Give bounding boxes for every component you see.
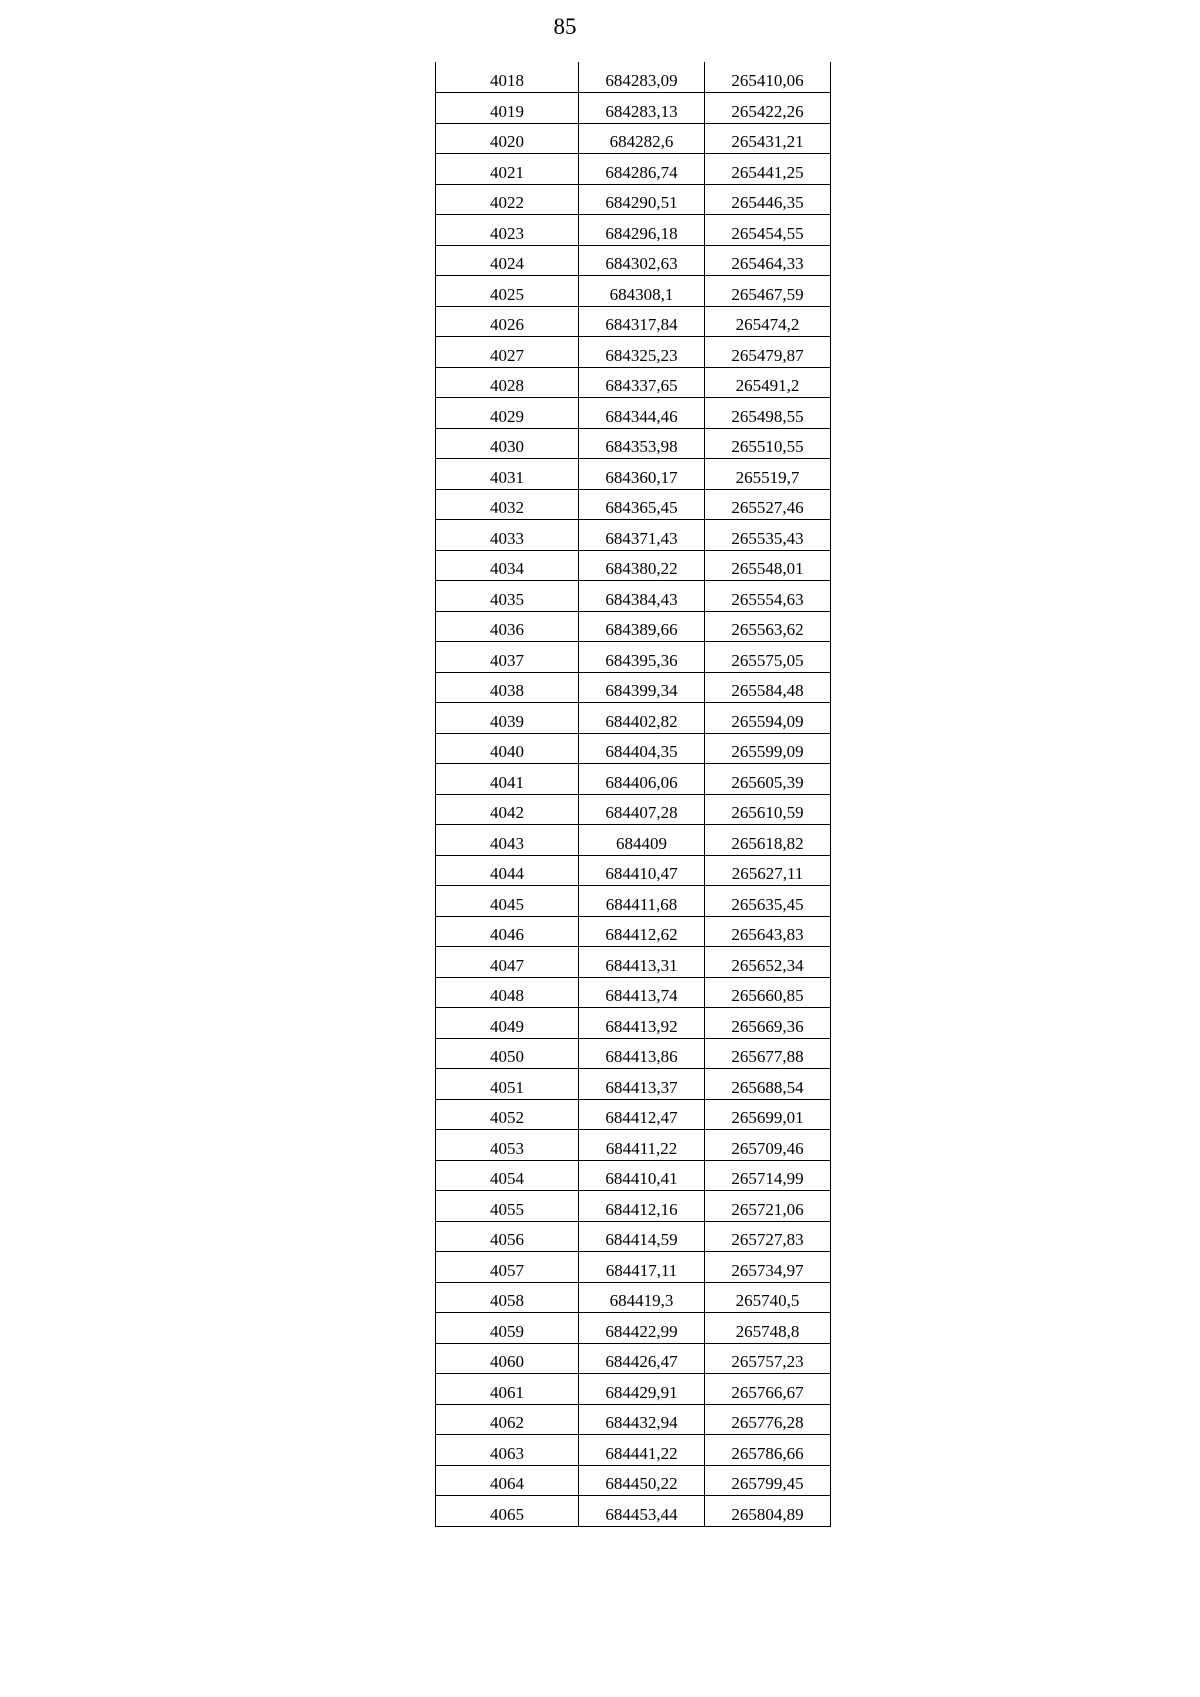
y-coordinate-cell: 265431,21 <box>705 123 831 154</box>
x-coordinate-cell: 684441,22 <box>579 1435 705 1466</box>
table-row <box>436 642 831 673</box>
y-coordinate-cell: 265660,85 <box>705 977 831 1008</box>
point-number-cell: 4024 <box>436 245 579 276</box>
y-coordinate-cell: 265479,87 <box>705 337 831 368</box>
table-row <box>436 550 831 581</box>
x-coordinate-cell: 684286,74 <box>579 154 705 185</box>
table-row <box>436 977 831 1008</box>
y-coordinate-cell: 265635,45 <box>705 886 831 917</box>
y-coordinate-cell: 265498,55 <box>705 398 831 429</box>
table-row <box>436 1465 831 1496</box>
point-number-cell: 4038 <box>436 672 579 703</box>
table-row <box>436 1282 831 1313</box>
point-number-cell: 4036 <box>436 611 579 642</box>
point-number-cell: 4027 <box>436 337 579 368</box>
x-coordinate-cell: 684283,13 <box>579 93 705 124</box>
y-coordinate-cell: 265510,55 <box>705 428 831 459</box>
point-number-cell: 4060 <box>436 1343 579 1374</box>
x-coordinate-cell: 684282,6 <box>579 123 705 154</box>
y-coordinate-cell: 265441,25 <box>705 154 831 185</box>
table-row <box>436 733 831 764</box>
x-coordinate-cell: 684426,47 <box>579 1343 705 1374</box>
table-row <box>436 459 831 490</box>
y-coordinate-cell: 265652,34 <box>705 947 831 978</box>
table-row <box>436 672 831 703</box>
point-number-cell: 4022 <box>436 184 579 215</box>
x-coordinate-cell: 684360,17 <box>579 459 705 490</box>
point-number-cell: 4041 <box>436 764 579 795</box>
table-row <box>436 154 831 185</box>
y-coordinate-cell: 265535,43 <box>705 520 831 551</box>
point-number-cell: 4056 <box>436 1221 579 1252</box>
y-coordinate-cell: 265699,01 <box>705 1099 831 1130</box>
table-row <box>436 1404 831 1435</box>
x-coordinate-cell: 684399,34 <box>579 672 705 703</box>
x-coordinate-cell: 684406,06 <box>579 764 705 795</box>
y-coordinate-cell: 265454,55 <box>705 215 831 246</box>
x-coordinate-cell: 684412,16 <box>579 1191 705 1222</box>
x-coordinate-cell: 684411,22 <box>579 1130 705 1161</box>
y-coordinate-cell: 265799,45 <box>705 1465 831 1496</box>
table-row <box>436 855 831 886</box>
point-number-cell: 4050 <box>436 1038 579 1069</box>
point-number-cell: 4040 <box>436 733 579 764</box>
point-number-cell: 4037 <box>436 642 579 673</box>
x-coordinate-cell: 684414,59 <box>579 1221 705 1252</box>
point-number-cell: 4029 <box>436 398 579 429</box>
x-coordinate-cell: 684380,22 <box>579 550 705 581</box>
x-coordinate-cell: 684429,91 <box>579 1374 705 1405</box>
table-row <box>436 1435 831 1466</box>
table-row <box>436 123 831 154</box>
table-row <box>436 1221 831 1252</box>
point-number-cell: 4018 <box>436 62 579 93</box>
point-number-cell: 4028 <box>436 367 579 398</box>
y-coordinate-cell: 265776,28 <box>705 1404 831 1435</box>
table-row <box>436 611 831 642</box>
point-number-cell: 4019 <box>436 93 579 124</box>
y-coordinate-cell: 265786,66 <box>705 1435 831 1466</box>
table-row <box>436 1130 831 1161</box>
y-coordinate-cell: 265714,99 <box>705 1160 831 1191</box>
x-coordinate-cell: 684389,66 <box>579 611 705 642</box>
x-coordinate-cell: 684371,43 <box>579 520 705 551</box>
page-number: 85 <box>553 14 577 39</box>
table-row <box>436 398 831 429</box>
point-number-cell: 4020 <box>436 123 579 154</box>
y-coordinate-cell: 265709,46 <box>705 1130 831 1161</box>
x-coordinate-cell: 684290,51 <box>579 184 705 215</box>
point-number-cell: 4042 <box>436 794 579 825</box>
y-coordinate-cell: 265610,59 <box>705 794 831 825</box>
x-coordinate-cell: 684412,47 <box>579 1099 705 1130</box>
point-number-cell: 4033 <box>436 520 579 551</box>
x-coordinate-cell: 684365,45 <box>579 489 705 520</box>
point-number-cell: 4057 <box>436 1252 579 1283</box>
x-coordinate-cell: 684325,23 <box>579 337 705 368</box>
table-row <box>436 93 831 124</box>
point-number-cell: 4053 <box>436 1130 579 1161</box>
x-coordinate-cell: 684384,43 <box>579 581 705 612</box>
y-coordinate-cell: 265446,35 <box>705 184 831 215</box>
x-coordinate-cell: 684308,1 <box>579 276 705 307</box>
x-coordinate-cell: 684353,98 <box>579 428 705 459</box>
table-row <box>436 581 831 612</box>
x-coordinate-cell: 684337,65 <box>579 367 705 398</box>
x-coordinate-cell: 684402,82 <box>579 703 705 734</box>
table-row <box>436 1343 831 1374</box>
x-coordinate-cell: 684317,84 <box>579 306 705 337</box>
point-number-cell: 4045 <box>436 886 579 917</box>
x-coordinate-cell: 684413,92 <box>579 1008 705 1039</box>
point-number-cell: 4043 <box>436 825 579 856</box>
table-row <box>436 1313 831 1344</box>
x-coordinate-cell: 684413,74 <box>579 977 705 1008</box>
point-number-cell: 4047 <box>436 947 579 978</box>
point-number-cell: 4048 <box>436 977 579 1008</box>
table-row <box>436 1496 831 1527</box>
coordinates-table <box>435 62 831 1527</box>
y-coordinate-cell: 265519,7 <box>705 459 831 490</box>
table-row <box>436 703 831 734</box>
table-row <box>436 1099 831 1130</box>
y-coordinate-cell: 265548,01 <box>705 550 831 581</box>
point-number-cell: 4049 <box>436 1008 579 1039</box>
y-coordinate-cell: 265554,63 <box>705 581 831 612</box>
point-number-cell: 4058 <box>436 1282 579 1313</box>
x-coordinate-cell: 684422,99 <box>579 1313 705 1344</box>
x-coordinate-cell: 684413,31 <box>579 947 705 978</box>
table-row <box>436 215 831 246</box>
y-coordinate-cell: 265474,2 <box>705 306 831 337</box>
y-coordinate-cell: 265594,09 <box>705 703 831 734</box>
x-coordinate-cell: 684344,46 <box>579 398 705 429</box>
x-coordinate-cell: 684404,35 <box>579 733 705 764</box>
table-row <box>436 947 831 978</box>
x-coordinate-cell: 684413,86 <box>579 1038 705 1069</box>
table-row <box>436 184 831 215</box>
x-coordinate-cell: 684450,22 <box>579 1465 705 1496</box>
point-number-cell: 4030 <box>436 428 579 459</box>
point-number-cell: 4063 <box>436 1435 579 1466</box>
table-row <box>436 886 831 917</box>
y-coordinate-cell: 265527,46 <box>705 489 831 520</box>
y-coordinate-cell: 265563,62 <box>705 611 831 642</box>
point-number-cell: 4054 <box>436 1160 579 1191</box>
coordinates-table-body <box>436 62 831 1526</box>
y-coordinate-cell: 265584,48 <box>705 672 831 703</box>
table-row <box>436 337 831 368</box>
x-coordinate-cell: 684302,63 <box>579 245 705 276</box>
table-row <box>436 62 831 93</box>
y-coordinate-cell: 265467,59 <box>705 276 831 307</box>
table-row <box>436 489 831 520</box>
y-coordinate-cell: 265740,5 <box>705 1282 831 1313</box>
y-coordinate-cell: 265410,06 <box>705 62 831 93</box>
point-number-cell: 4035 <box>436 581 579 612</box>
table-row <box>436 1008 831 1039</box>
x-coordinate-cell: 684417,11 <box>579 1252 705 1283</box>
y-coordinate-cell: 265727,83 <box>705 1221 831 1252</box>
table-row <box>436 276 831 307</box>
y-coordinate-cell: 265748,8 <box>705 1313 831 1344</box>
y-coordinate-cell: 265618,82 <box>705 825 831 856</box>
table-row <box>436 1160 831 1191</box>
table-row <box>436 1069 831 1100</box>
x-coordinate-cell: 684410,47 <box>579 855 705 886</box>
x-coordinate-cell: 684395,36 <box>579 642 705 673</box>
y-coordinate-cell: 265669,36 <box>705 1008 831 1039</box>
point-number-cell: 4046 <box>436 916 579 947</box>
x-coordinate-cell: 684411,68 <box>579 886 705 917</box>
x-coordinate-cell: 684409 <box>579 825 705 856</box>
y-coordinate-cell: 265491,2 <box>705 367 831 398</box>
x-coordinate-cell: 684419,3 <box>579 1282 705 1313</box>
y-coordinate-cell: 265464,33 <box>705 245 831 276</box>
y-coordinate-cell: 265766,67 <box>705 1374 831 1405</box>
y-coordinate-cell: 265677,88 <box>705 1038 831 1069</box>
table-row <box>436 520 831 551</box>
table-row <box>436 1038 831 1069</box>
y-coordinate-cell: 265734,97 <box>705 1252 831 1283</box>
x-coordinate-cell: 684283,09 <box>579 62 705 93</box>
x-coordinate-cell: 684413,37 <box>579 1069 705 1100</box>
x-coordinate-cell: 684410,41 <box>579 1160 705 1191</box>
point-number-cell: 4021 <box>436 154 579 185</box>
table-row <box>436 825 831 856</box>
point-number-cell: 4064 <box>436 1465 579 1496</box>
table-row <box>436 1252 831 1283</box>
y-coordinate-cell: 265804,89 <box>705 1496 831 1527</box>
point-number-cell: 4065 <box>436 1496 579 1527</box>
table-row <box>436 1191 831 1222</box>
point-number-cell: 4052 <box>436 1099 579 1130</box>
point-number-cell: 4026 <box>436 306 579 337</box>
point-number-cell: 4025 <box>436 276 579 307</box>
y-coordinate-cell: 265757,23 <box>705 1343 831 1374</box>
table-row <box>436 245 831 276</box>
point-number-cell: 4032 <box>436 489 579 520</box>
point-number-cell: 4059 <box>436 1313 579 1344</box>
y-coordinate-cell: 265599,09 <box>705 733 831 764</box>
y-coordinate-cell: 265422,26 <box>705 93 831 124</box>
table-row <box>436 764 831 795</box>
x-coordinate-cell: 684407,28 <box>579 794 705 825</box>
x-coordinate-cell: 684432,94 <box>579 1404 705 1435</box>
y-coordinate-cell: 265688,54 <box>705 1069 831 1100</box>
table-row <box>436 367 831 398</box>
point-number-cell: 4023 <box>436 215 579 246</box>
y-coordinate-cell: 265643,83 <box>705 916 831 947</box>
y-coordinate-cell: 265627,11 <box>705 855 831 886</box>
table-row <box>436 916 831 947</box>
point-number-cell: 4055 <box>436 1191 579 1222</box>
point-number-cell: 4039 <box>436 703 579 734</box>
x-coordinate-cell: 684412,62 <box>579 916 705 947</box>
x-coordinate-cell: 684453,44 <box>579 1496 705 1527</box>
point-number-cell: 4031 <box>436 459 579 490</box>
point-number-cell: 4034 <box>436 550 579 581</box>
point-number-cell: 4044 <box>436 855 579 886</box>
table-row <box>436 306 831 337</box>
y-coordinate-cell: 265721,06 <box>705 1191 831 1222</box>
x-coordinate-cell: 684296,18 <box>579 215 705 246</box>
y-coordinate-cell: 265605,39 <box>705 764 831 795</box>
table-row <box>436 1374 831 1405</box>
point-number-cell: 4051 <box>436 1069 579 1100</box>
table-row <box>436 428 831 459</box>
point-number-cell: 4062 <box>436 1404 579 1435</box>
y-coordinate-cell: 265575,05 <box>705 642 831 673</box>
point-number-cell: 4061 <box>436 1374 579 1405</box>
table-row <box>436 794 831 825</box>
